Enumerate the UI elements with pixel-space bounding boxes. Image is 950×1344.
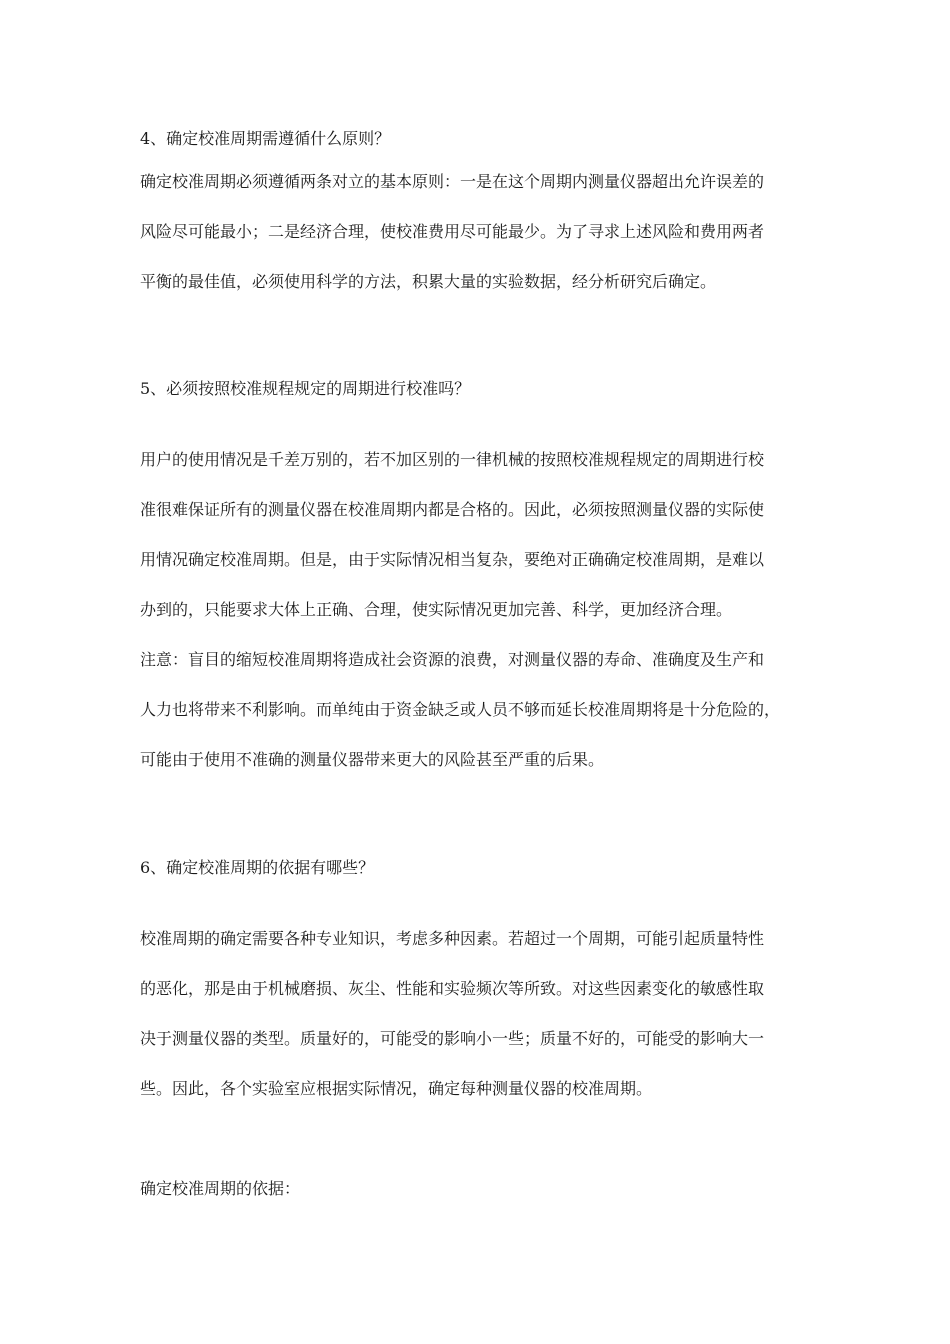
section-6-paragraph-line: 决于测量仪器的类型。质量好的，可能受的影响小一些；质量不好的，可能受的影响大一 [140, 1029, 765, 1048]
section-6-subheading: 确定校准周期的依据： [140, 1179, 301, 1198]
section-5-note-line: 可能由于使用不准确的测量仪器带来更大的风险甚至严重的后果。 [140, 750, 605, 769]
section-4-paragraph-line: 平衡的最佳值，必须使用科学的方法，积累大量的实验数据，经分析研究后确定。 [140, 272, 717, 291]
section-4-paragraph-line: 确定校准周期必须遵循两条对立的基本原则：一是在这个周期内测量仪器超出允许误差的 [140, 172, 765, 191]
section-5-note-line: 注意：盲目的缩短校准周期将造成社会资源的浪费，对测量仪器的寿命、准确度及生产和 [140, 650, 765, 669]
section-4-heading: 4、确定校准周期需遵循什么原则？ [140, 129, 391, 148]
section-5-heading: 5、必须按照校准规程规定的周期进行校准吗？ [140, 379, 471, 398]
section-5-paragraph-line: 用户的使用情况是千差万别的，若不加区别的一律机械的按照校准规程规定的周期进行校 [140, 450, 765, 469]
section-6-heading: 6、确定校准周期的依据有哪些？ [140, 858, 375, 877]
section-4-paragraph-line: 风险尽可能最小；二是经济合理，使校准费用尽可能最少。为了寻求上述风险和费用两者 [140, 222, 765, 241]
section-5-paragraph-line: 办到的，只能要求大体上正确、合理，使实际情况更加完善、科学，更加经济合理。 [140, 600, 733, 619]
section-6-paragraph-line: 校准周期的确定需要各种专业知识，考虑多种因素。若超过一个周期，可能引起质量特性 [140, 929, 765, 948]
section-6-paragraph-line: 些。因此，各个实验室应根据实际情况，确定每种测量仪器的校准周期。 [140, 1079, 653, 1098]
section-6-paragraph-line: 的恶化，那是由于机械磨损、灰尘、性能和实验频次等所致。对这些因素变化的敏感性取 [140, 979, 765, 998]
section-5-paragraph-line: 用情况确定校准周期。但是，由于实际情况相当复杂，要绝对正确确定校准周期，是难以 [140, 550, 765, 569]
section-5-paragraph-line: 准很难保证所有的测量仪器在校准周期内都是合格的。因此，必须按照测量仪器的实际使 [140, 500, 765, 519]
section-5-note-line: 人力也将带来不利影响。而单纯由于资金缺乏或人员不够而延长校准周期将是十分危险的， [140, 700, 781, 719]
